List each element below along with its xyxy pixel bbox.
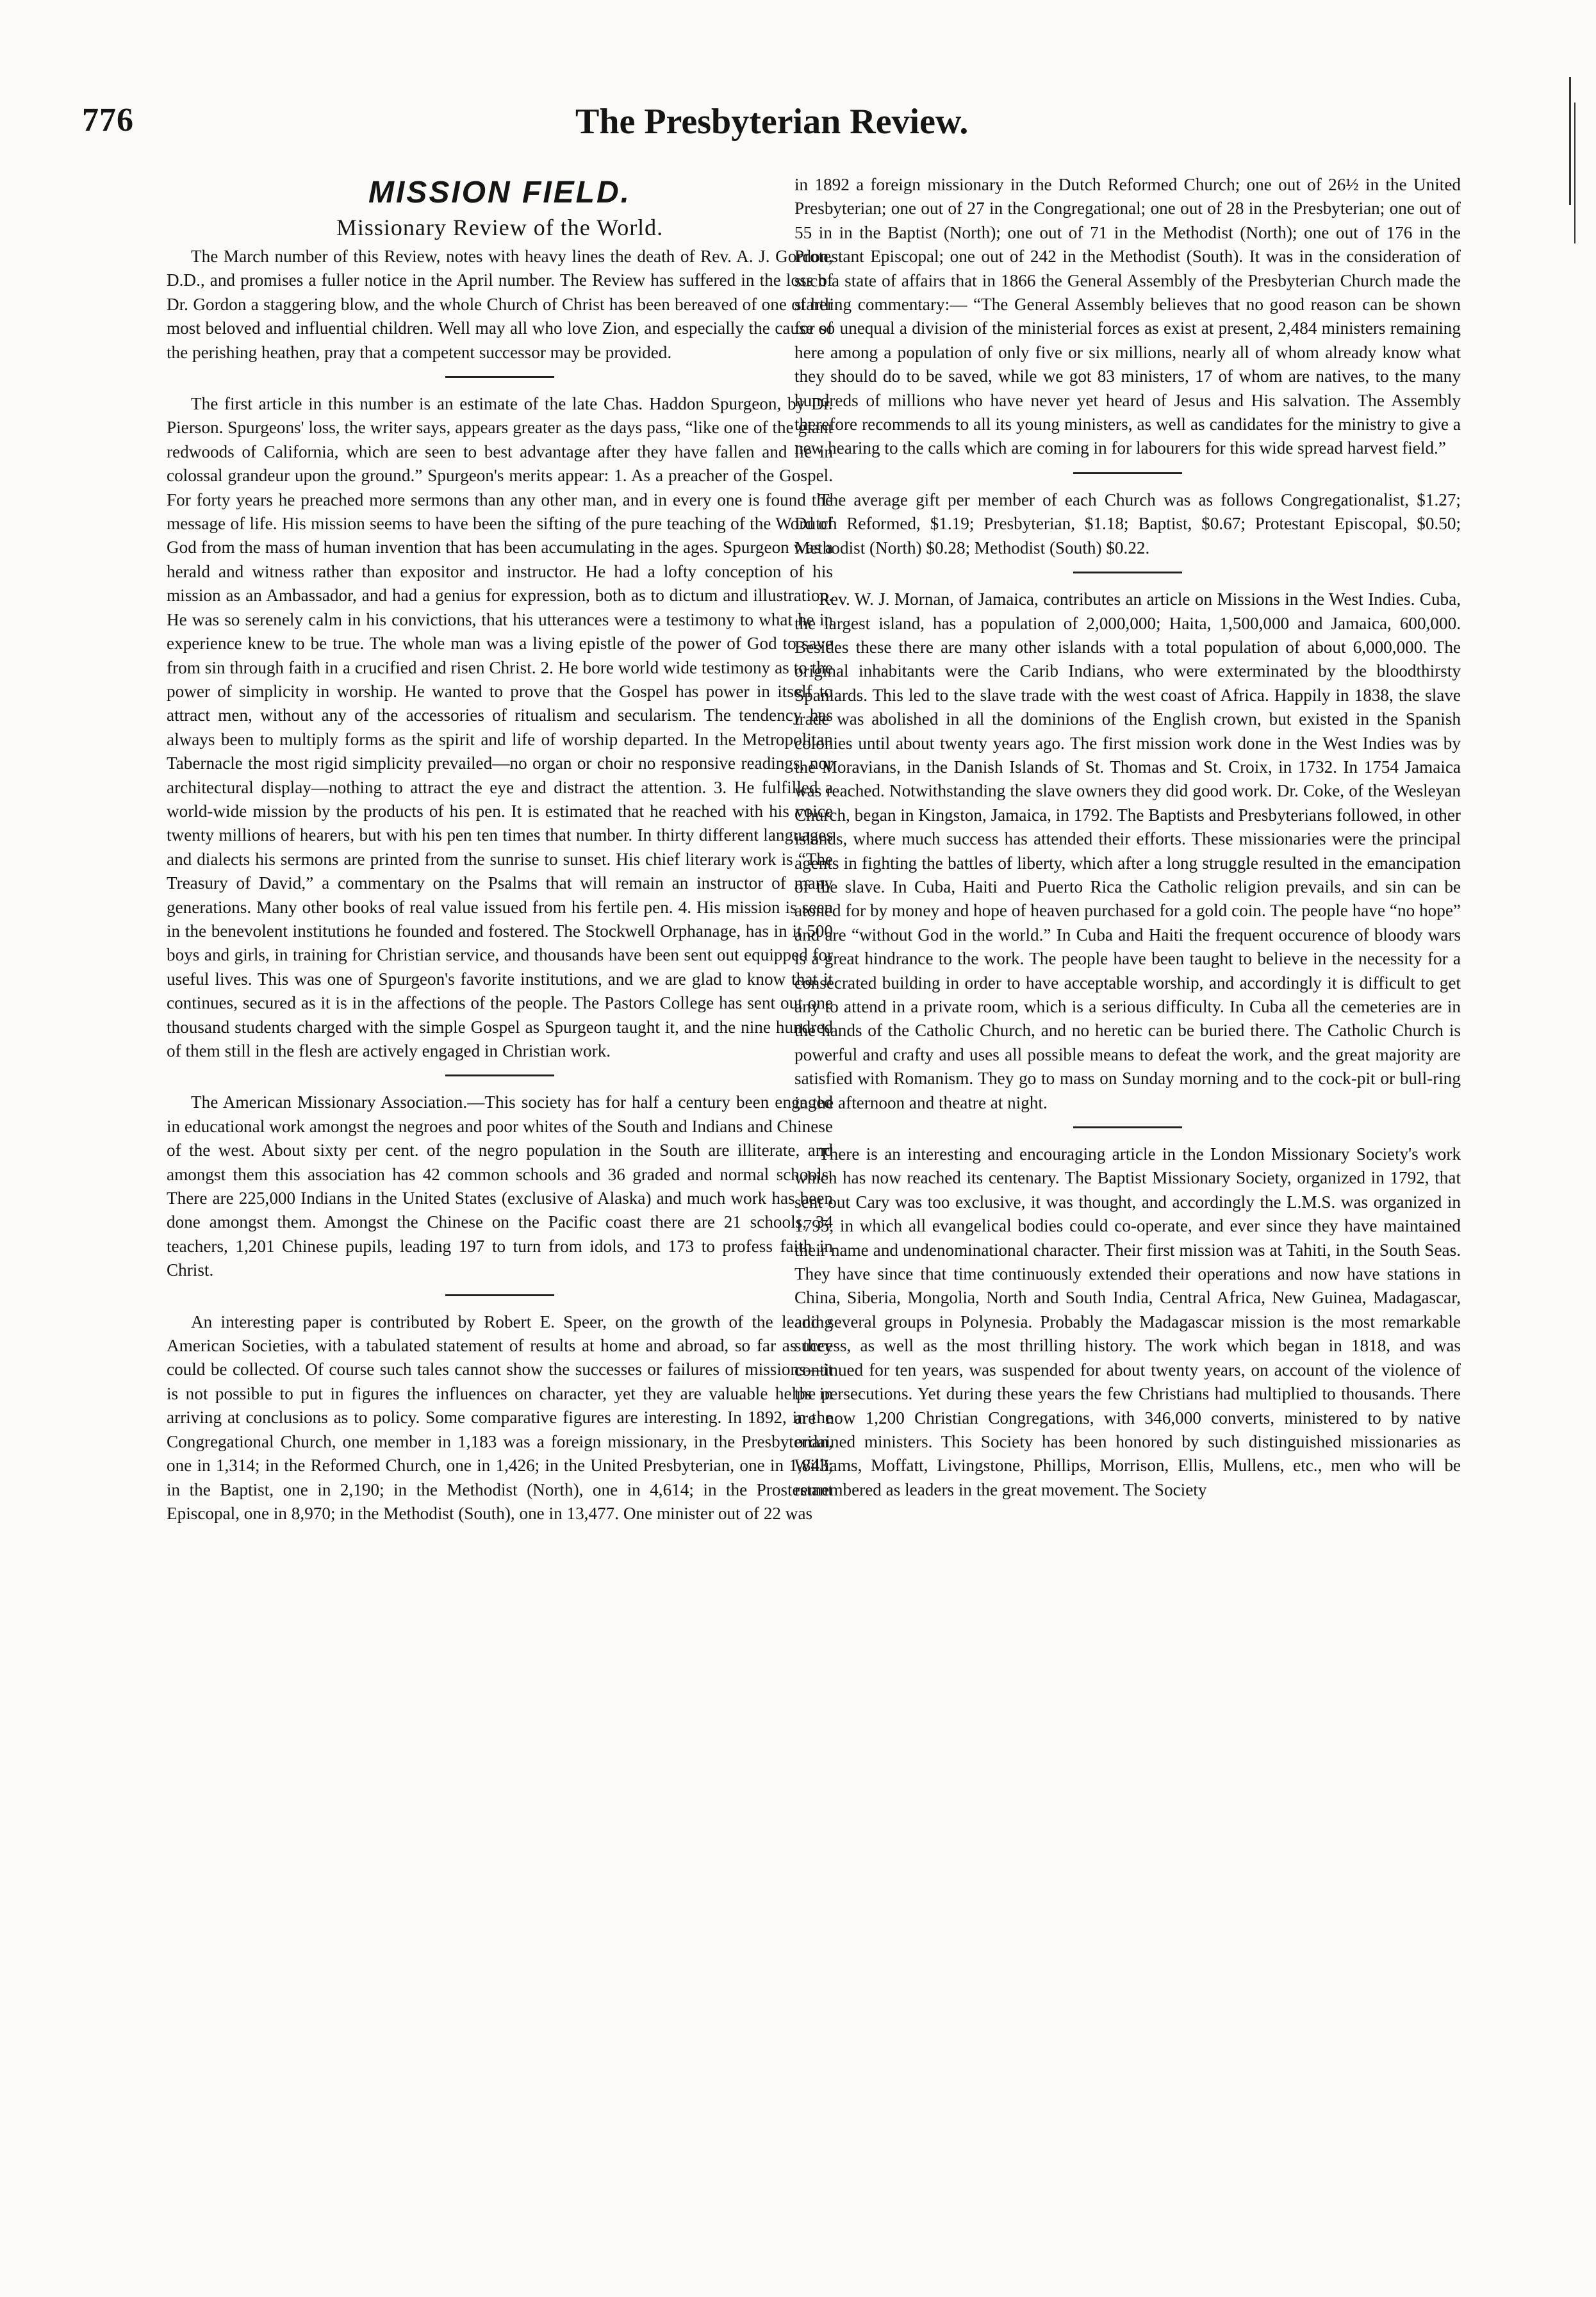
section-subtitle: Missionary Review of the World. xyxy=(336,215,664,240)
section-divider xyxy=(1073,1126,1182,1128)
paragraph: The American Missionary Association.—This society has for half a century been engaged in educational work amongst the negroes and poor whites of the South and Indians and Chinese of the west. About sixty per cent. of the negro population in the South are illiterate, and amongst them this association has 42 common schools and 36 graded and normal schools. There are 225,000 Indians in the United States (exclusive of Alaska) and much work has been done amongst them. Amongst the Chinese on the Pacific coast there are 21 schools, 34 teachers, 1,201 Chinese pupils, leading 197 to turn from idols, and 173 to profess faith in Christ. xyxy=(167,1092,833,1280)
left-column xyxy=(167,173,833,1526)
paragraph: in 1892 a foreign missionary in the Dutch Reformed Church; one out of 26½ in the United Presbyterian; one out of 27 in the Congregational; one out of 28 in the Presbyterian; one out of 55 in in the Baptist (North); one out of 71 in the Methodist (North); one out of 176 in the Protestant Episcopal; one out of 242 in the Methodist (South). It was in the consideration of such a state of affairs that in 1866 the General Assembly of the Presbyterian Church made the startling commentary:— “The General Assembly believes that no good reason can be shown for so unequal a division of the ministerial forces as exist at present, 2,484 ministers remaining here among a population of only five or six millions, nearly all of whom already know what they should do to be saved, while we got 83 ministers, 17 of whom are natives, to the many hundreds of millions who have never yet heard of Jesus and His salvation. The Assembly therefore recommends to all its young ministers, as well as candidates for the ministry to give a new hearing to the calls which are coming in for labourers for this wide spread harvest field.” xyxy=(794,175,1461,458)
page-number: 776 xyxy=(82,102,134,138)
section-title: MISSION FIELD. xyxy=(368,176,631,210)
paragraph: An interesting paper is contributed by Robert E. Speer, on the growth of the leading American Societies, with a tabulated statement of results at home and abroad, so far as they could be collected. Of course such tales cannot show the successes or failures of missions—it is not possible to put in figures the influences on character, yet they are valuable helps in arriving at conclusions as to policy. Some comparative figures are interesting. In 1892, in the Congregational Church, one member in 1,183 was a foreign missionary, in the Presbyterian, one in 1,314; in the Reformed Church, one in 1,426; in the United Presbyterian, one in 1,843; in the Baptist, one in 2,190; in the Methodist (North), one in 4,614; in the Prostestant Episcopal, one in 8,970; in the Methodist (South), one in 13,477. One minister out of 22 was xyxy=(167,1312,833,1523)
section-divider xyxy=(445,1074,554,1076)
right-column xyxy=(794,173,1461,1502)
section-divider xyxy=(445,376,554,378)
section-divider xyxy=(445,1294,554,1296)
section-divider xyxy=(1073,472,1182,474)
paragraph: The March number of this Review, notes with heavy lines the death of Rev. A. J. Gordon, D.D., and promises a fuller notice in the April number. The Review has suffered in the loss of Dr. Gordon a staggering blow, and the whole Church of Christ has been bereaved of one of her most beloved and influential children. Well may all who love Zion, and especially the cause of the perishing heathen, pray that a competent successor may be provided. xyxy=(167,247,833,362)
running-title: The Presbyterian Review. xyxy=(575,102,969,142)
section-divider xyxy=(1073,572,1182,573)
paragraph: There is an interesting and encouraging article in the London Missionary Society's work which has now reached its centenary. The Baptist Missionary Society, organized in 1792, that sent out Cary was too exclusive, it was thought, and accordingly the L.M.S. was organized in 1795, in which all evangelical bodies could co-operate, and ever since they have maintained their name and undenominational character. Their first mission was at Tahiti, in the South Seas. They have since that time continuously extended their operations and now have stations in China, Siberia, Mongolia, North and South India, Central Africa, New Guinea, Madagascar, and several groups in Polynesia. Probably the Madagascar mission is the most remarkable success, as well as the most thrilling history. The work which began in 1818, and was continued for ten years, was suspended for about twenty years, on account of the violence of the persecutions. Yet during these years the few Christians had multiplied to thousands. There are now 1,200 Christian Congregations, with 346,000 converts, ministered to by native ordained ministers. This Society has been honored by such distinguished missionaries as Williams, Moffatt, Livingstone, Phillips, Morrison, Ellis, Mullens, etc., men who will be remembered as leaders in the great movement. The Society xyxy=(794,1144,1461,1499)
paragraph: The first article in this number is an estimate of the late Chas. Haddon Spurgeon, by Dr. Pierson. Spurgeons' loss, the writer says, appears greater as the days pass, “like one of the giant redwoods of California, which are seen to best advantage after they have fallen and lie in colossal grandeur upon the ground.” Spurgeon's merits appear: 1. As a preacher of the Gospel. For forty years he preached more sermons than any other man, and in every one is found the message of life. His mission seems to have been the sifting of the pure teaching of the Word of God from the mass of human invention that has been accumulating in the ages. Spurgeon was a herald and witness rather than expositor and instructor. He had a lofty conception of his mission as an Ambassador, and had a genius for expression, both as to dictum and illustration. He was so serenely calm in his convictions, that his utterances were a testimony to what he in experience knew to be true. The whole man was a living epistle of the power of God to save from sin through faith in a crucified and risen Christ. 2. He bore world wide testimony as to the power of simplicity in worship. He wanted to prove that the Gospel has power in itself to attract men, without any of the accessories of ritualism and secularism. The tendency has always been to multiply forms as the spirit and life of worship departed. In the Metropolitan Tabernacle the most rigid simplicity prevailed—no organ or choir no responsive readings, nor architectural display—nothing to attract the eye and distract the attention. 3. He fulfilled a world-wide mission by the products of his pen. It is estimated that he reached with his voice twenty millions of hearers, but with his pen ten times that number. In thirty different languages and dialects his sermons are printed from the sunrise to sunset. His chief literary work is “The Treasury of David,” a commentary on the Psalms that will remain an instructor of many generations. Many other books of real value issued from his fertile pen. 4. His mission is seen in the benevolent institutions he founded and fostered. The Stockwell Orphanage, has in it 500 boys and girls, in training for Christian service, and thousands have been sent out equipped for useful lives. This was one of Spurgeon's favorite institutions, and we are glad to know that it continues, secured as it is in the affections of the people. The Pastors College has sent out one thousand students charged with the simple Gospel as Spurgeon taught it, and the nine hundred of them still in the flesh are actively engaged in Christian work. xyxy=(167,394,833,1060)
paragraph: The average gift per member of each Church was as follows Congregationalist, $1.27; Dutch Reformed, $1.19; Presbyterian, $1.18; Baptist, $0.67; Protestant Episcopal, $0.50; Methodist (North) $0.28; Methodist (South) $0.22. xyxy=(794,490,1461,557)
margin-marks xyxy=(1565,77,1584,243)
paragraph: Rev. W. J. Mornan, of Jamaica, contributes an article on Missions in the West Indies. Cuba, the largest island, has a population of 2,000,000; Haita, 1,500,000 and Jamaica, 600,000. Besides these there are many other islands with a total population of about 6,000,000. The original inhabitants were the Carib Indians, who were exterminated by the bloodthirsty Spaniards. This led to the slave trade with the west coast of Africa. Happily in 1838, the slave trade was abolished in all the dominions of the English crown, but existed in the Spanish colonies until about twenty years ago. The first mission work done in the West Indies was by the Moravians, in the Danish Islands of St. Thomas and St. Croix, in 1732. In 1754 Jamaica was reached. Notwithstanding the slave owners they did good work. Dr. Coke, of the Wesleyan Church, began in Kingston, Jamaica, in 1792. The Baptists and Presbyterians followed, in other islands, where much success has attended their efforts. These missionaries were the principal agents in fighting the battles of liberty, which after a long struggle resulted in the emancipation of the slave. In Cuba, Haiti and Puerto Rica the Catholic religion prevails, and sin can be atoned for by money and hope of heaven purchased for a gold coin. The people have “no hope” and are “without God in the world.” In Cuba and Haiti the frequent occurence of bloody wars is a great hindrance to the work. The people have been taught to believe in the necessity for a consecrated building in order to have acceptable worship, and accordingly it is difficult to get any to attend in a private room, which is a serious difficulty. In Cuba all the cemeteries are in the hands of the Catholic Church, and no heretic can be buried there. The Catholic Church is powerful and crafty and uses all possible means to defeat the work, and the great majority are satisfied with Romanism. They go to mass on Sunday morning and to the cock-pit or bull-ring in the afternoon and theatre at night. xyxy=(794,589,1461,1112)
page-header xyxy=(82,101,1440,159)
